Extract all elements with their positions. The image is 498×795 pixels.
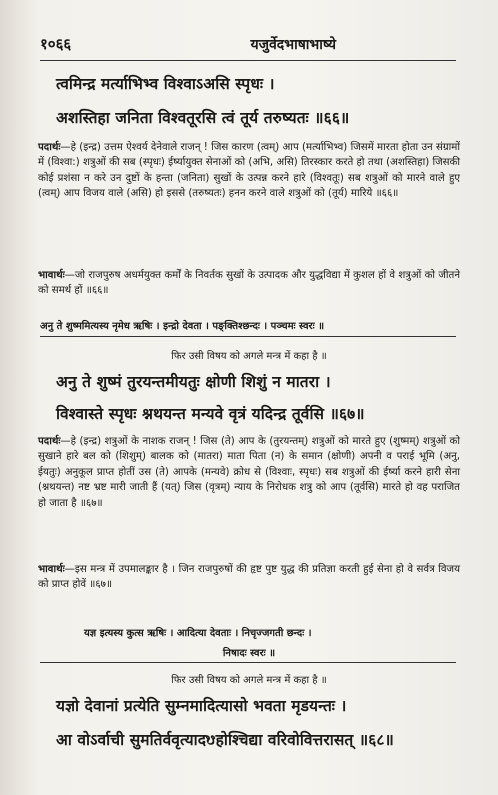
padartha-label: पदार्थः: [38, 436, 61, 447]
svara-68: निषादः स्वरः ॥: [222, 648, 276, 659]
mantra-68-line-1: यज्ञो देवानां प्रत्येति सुम्नमादित्यासो भवता मृडयन्तः ।: [56, 697, 347, 715]
section-rule: [40, 662, 456, 663]
section-rule: [40, 336, 456, 337]
mantra-67-line-2: विश्वास्ते स्पृधः श्नथयन्त मन्यवे वृत्रं यदिन्द्र तूर्वसि ॥६७॥: [56, 405, 365, 423]
mantra-66-line-2: अशस्तिहा जनिता विश्वतूरसि त्वं तूर्य तरुष्यतः ॥६६॥: [56, 109, 350, 127]
padartha-text: —हे (इन्द्र) उत्तम ऐश्वर्य देनेवाले राजन् ! जिस कारण (त्वम्) आप (मर्त्याभिभ्व) जिसमें मारता होता उन संग्रामों में (विश्वा:) शत्रुओं की सब (स्पृधः) ईर्ष्यायुक्त सेनाओं को (अभि, असि) तिरस्कार करते हो तथा (अशस्तिहा) जिसकी कोई प्रशंसा न करे उन दुष्टों के हन्ता (जनिता) सुखों के उत्पन्न करने हारे (विश्वतूः) सब शत्रुओं को मारने वाले हुए (त्वम्) आप विजय वाले (असि) हो इससे (तरुष्यतः) हनन करने वाले शत्रुओं को (तूर्य) मारिये ॥६६॥: [38, 142, 460, 200]
bhavartha-label: भावार्थः: [38, 270, 65, 281]
running-title: यजुर्वेदभाषाभाष्ये: [250, 37, 336, 53]
bhavartha-67: [38, 562, 460, 593]
rishi-devata-68: यज्ञ इत्यस्य कुत्स ऋषिः । आदित्या देवताः । निचृज्जगती छन्दः ।: [84, 628, 312, 639]
rishi-devata-67: अनु ते शुष्ममित्यस्य नृमेध ऋषिः । इन्द्रो देवता । पङ्क्तिश्छन्दः । पञ्चमः स्वरः ॥: [40, 321, 325, 332]
bhavartha-text: —जो राजपुरुष अधर्मयुक्त कर्मों के निवर्तक सुखों के उत्पादक और युद्धविद्या में कुशल हों वे शत्रुओं को जीतने को समर्थ हों ॥६६॥: [38, 270, 460, 297]
padartha-67: [38, 434, 460, 511]
padartha-label: पदार्थः: [38, 142, 61, 153]
mantra-68-line-2: आ वोऽर्वाची सुमतिर्ववृत्यादᳪहोश्चिद्या वरिवोवित्तरासत् ॥६८॥: [56, 731, 394, 749]
bhavartha-label: भावार्थः: [38, 564, 65, 575]
intro-67: फिर उसी विषय को अगले मन्त्र में कहा है ॥: [171, 351, 327, 362]
bhavartha-66: [38, 268, 460, 299]
padartha-66: [38, 140, 460, 202]
page-number: १०६६: [40, 35, 72, 53]
page-header: [40, 34, 456, 56]
padartha-text: —हे (इन्द्र) शत्रुओं के नाशक राजन् ! जिस (ते) आप के (तुरयन्तम्) शत्रुओं को मारते हुए (शुष्मम्) शत्रुओं को सुखाने हारे बल को (शिशुम्) बालक को (मातरा) माता पिता (न) के समान (क्षोणी) अपनी व पराई भूमि (अनु, ईयतुः) अनुकूल प्राप्त होतीं उस (ते) आपके (मन्यवे) क्रोध से (विश्वाः, स्पृधः) सब शत्रुओं की ईर्ष्या करने हारी सेना (श्नथयन्त) नष्ट भ्रष्ट मारी जाती हैं (यत्) जिस (वृत्रम्) न्याय के निरोधक शत्रु को आप (तूर्वसि) मारते हो वह पराजित हो जाता है ॥६७॥: [38, 436, 460, 509]
header-rule: [40, 60, 456, 61]
mantra-67-line-1: अनु ते शुष्मं तुरयन्तमीयतुः क्षोणी शिशुं न मातरा ।: [56, 373, 331, 391]
mantra-66-line-1: त्वमिन्द्र मर्त्याभिभ्व विश्वाऽअसि स्पृधः ।: [56, 75, 275, 93]
bhavartha-text: —इस मन्त्र में उपमालङ्कार है । जिन राजपुरुषों की हृष्ट पुष्ट युद्ध की प्रतिज्ञा करती हुई सेना हो वे सर्वत्र विजय को प्राप्त होवें ॥६७॥: [38, 564, 460, 591]
intro-68: फिर उसी विषय को अगले मन्त्र में कहा है ॥: [171, 675, 327, 686]
